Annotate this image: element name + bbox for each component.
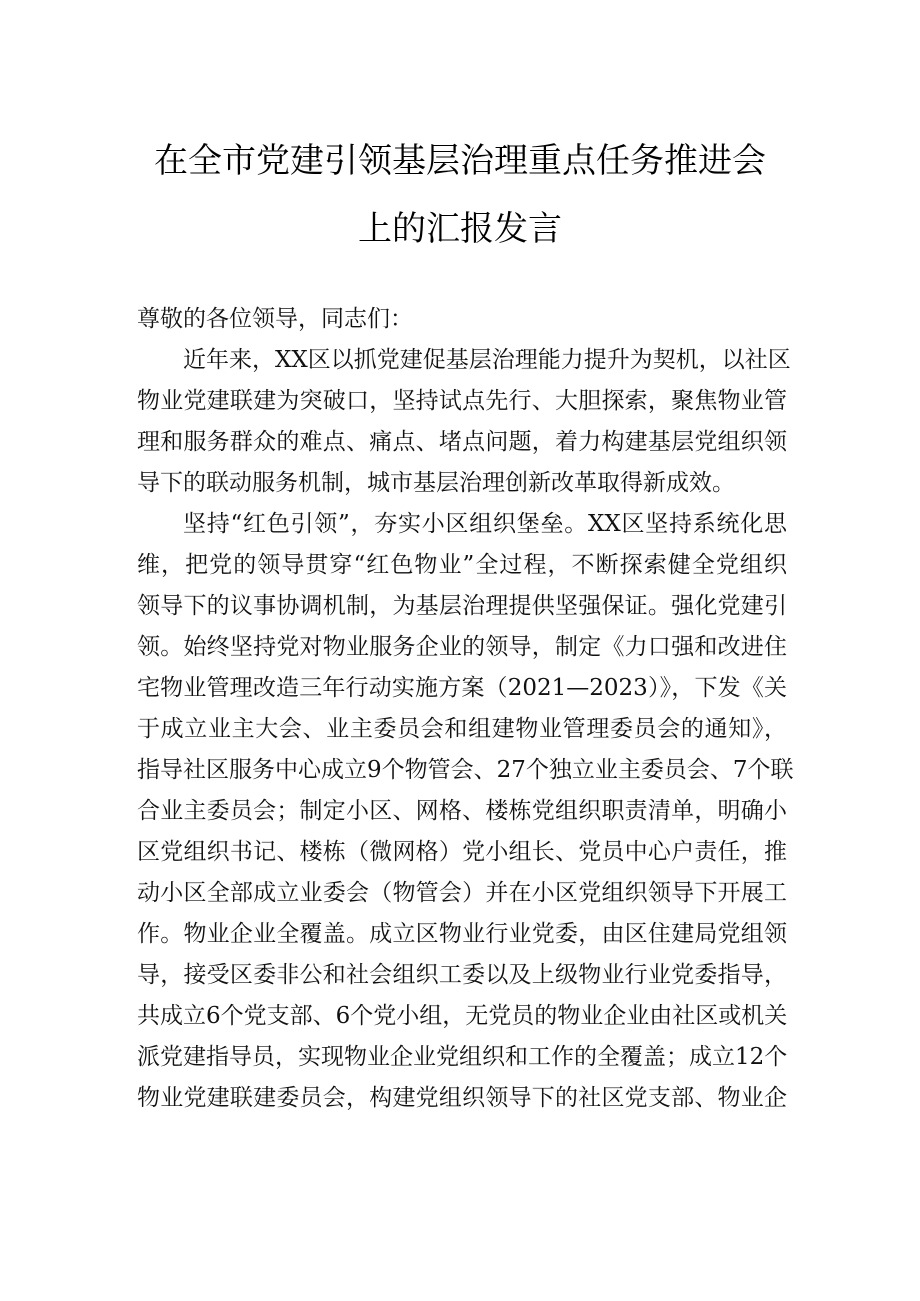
- paragraph-line: 导下的联动服务机制，城市基层治理创新改革取得新成效。: [137, 470, 735, 496]
- paragraph-line: 维，把党的领导贯穿“红色物业”全过程，不断探索健全党组织: [137, 552, 787, 578]
- paragraph-line: 理和服务群众的难点、痛点、堵点问题，着力构建基层党组织领: [137, 429, 787, 455]
- document-title-line-2: 上的汇报发言: [358, 209, 562, 249]
- paragraph-line: 于成立业主大会、业主委员会和组建物业管理委员会的通知》，: [137, 716, 787, 742]
- paragraph-line: 指导社区服务中心成立9个物管会、27个独立业主委员会、7个联: [137, 757, 794, 783]
- paragraph-line: 宅物业管理改造三年行动实施方案（2021—2023）》，下发《关: [137, 675, 787, 701]
- paragraph-line: 领导下的议事协调机制，为基层治理提供坚强保证。强化党建引: [137, 593, 787, 619]
- paragraph-line: 作。物业企业全覆盖。成立区物业行业党委，由区住建局党组领: [137, 921, 787, 947]
- paragraph-line: 物业党建联建为突破口，坚持试点先行、大胆探索，聚焦物业管: [137, 388, 787, 414]
- paragraph-line: 区党组织书记、楼栋（微网格）党小组长、党员中心户责任，推: [137, 839, 787, 865]
- paragraph-line: 物业党建联建委员会，构建党组织领导下的社区党支部、物业企: [137, 1085, 787, 1111]
- paragraph-line: 领。始终坚持党对物业服务企业的领导，制定《力口强和改进住: [137, 634, 787, 660]
- paragraph-line: 派党建指导员，实现物业企业党组织和工作的全覆盖；成立12个: [137, 1044, 788, 1070]
- document-title-line-1: 在全市党建引领基层治理重点任务推进会: [154, 141, 766, 181]
- paragraph-line: 动小区全部成立业委会（物管会）并在小区党组织领导下开展工: [137, 880, 787, 906]
- paragraph-line: 共成立6个党支部、6个党小组，无党员的物业企业由社区或机关: [137, 1003, 788, 1029]
- paragraph-line: 近年来，XX区以抓党建促基层治理能力提升为契机，以社区: [183, 347, 791, 373]
- paragraph-line: 导，接受区委非公和社会组织工委以及上级物业行业党委指导，: [137, 962, 787, 988]
- paragraph-line: 坚持“红色引领”，夯实小区组织堡垒。XX区坚持系统化思: [183, 511, 787, 537]
- paragraph-line: 合业主委员会；制定小区、网格、楼栋党组织职责清单，明确小: [137, 798, 787, 824]
- salutation: 尊敬的各位领导，同志们：: [137, 306, 413, 332]
